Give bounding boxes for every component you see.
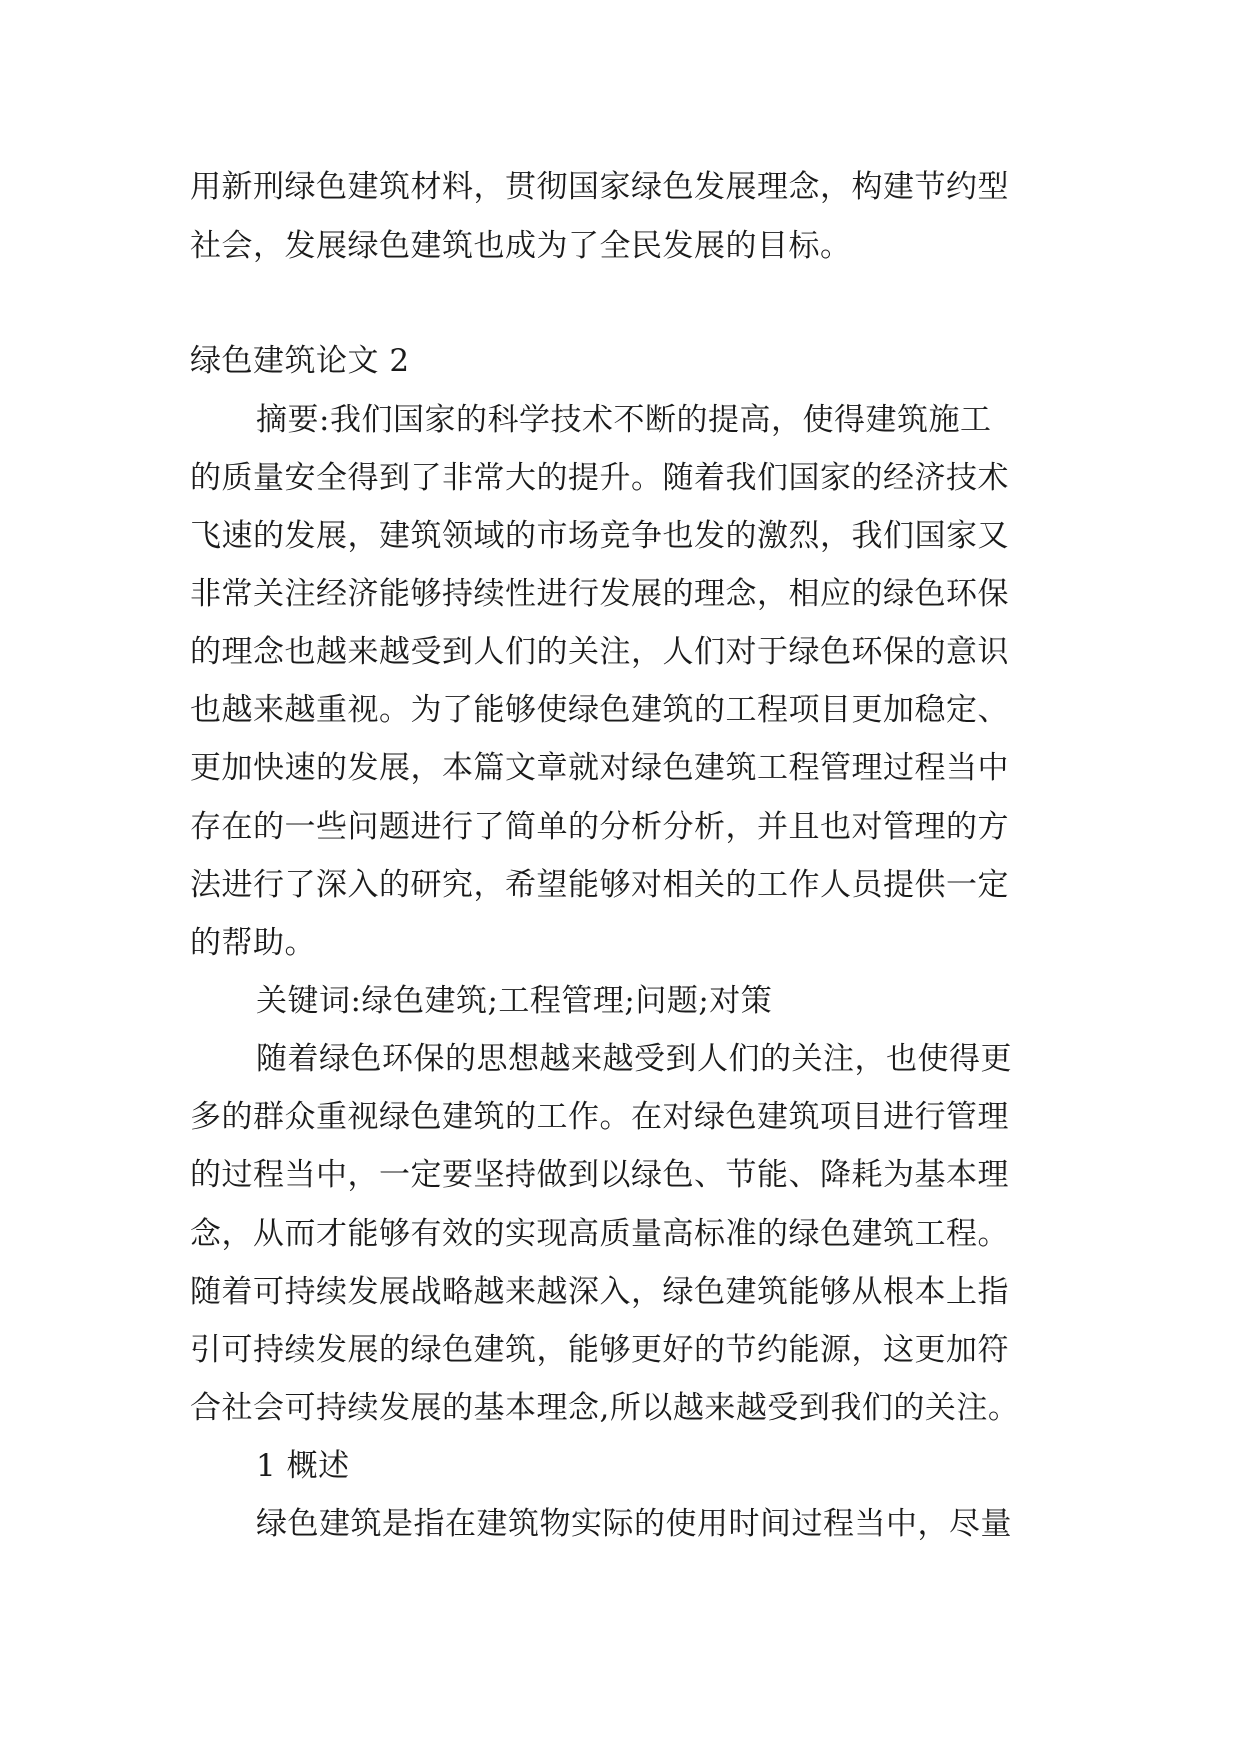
body-text-line: 合社会可持续发展的基本理念,所以越来越受到我们的关注。 xyxy=(190,1390,1020,1426)
section-heading: 绿色建筑论文 2 xyxy=(190,343,410,379)
body-text-line: 社会，发展绿色建筑也成为了全民发展的目标。 xyxy=(190,228,852,264)
body-text-line: 念，从而才能够有效的实现高质量高标准的绿色建筑工程。 xyxy=(190,1216,1009,1252)
abstract-line: 法进行了深入的研究，希望能够对相关的工作人员提供一定 xyxy=(190,867,1009,903)
abstract-line: 更加快速的发展，本篇文章就对绿色建筑工程管理过程当中 xyxy=(190,750,1009,786)
abstract-line: 也越来越重视。为了能够使绿色建筑的工程项目更加稳定、 xyxy=(190,692,1009,728)
abstract-line: 的质量安全得到了非常大的提升。随着我们国家的经济技术 xyxy=(190,460,1009,496)
body-text-line: 用新刑绿色建筑材料，贯彻国家绿色发展理念，构建节约型 xyxy=(190,169,1009,205)
body-text-line: 的过程当中，一定要坚持做到以绿色、节能、降耗为基本理 xyxy=(190,1157,1009,1193)
abstract-line: 存在的一些问题进行了简单的分析分析，并且也对管理的方 xyxy=(190,809,1009,845)
abstract-line: 的理念也越来越受到人们的关注，人们对于绿色环保的意识 xyxy=(190,634,1009,670)
abstract-line: 的帮助。 xyxy=(190,925,316,961)
body-text-line: 多的群众重视绿色建筑的工作。在对绿色建筑项目进行管理 xyxy=(190,1099,1009,1135)
body-text-line: 引可持续发展的绿色建筑，能够更好的节约能源，这更加符 xyxy=(190,1332,1009,1368)
body-text-line: 绿色建筑是指在建筑物实际的使用时间过程当中，尽量 xyxy=(256,1506,1012,1542)
abstract-line: 摘要:我们国家的科学技术不断的提高，使得建筑施工 xyxy=(256,402,992,438)
subsection-heading: 1 概述 xyxy=(256,1448,350,1484)
abstract-line: 非常关注经济能够持续性进行发展的理念，相应的绿色环保 xyxy=(190,576,1009,612)
keywords-line: 关键词:绿色建筑;工程管理;问题;对策 xyxy=(256,983,773,1019)
abstract-line: 飞速的发展，建筑领域的市场竞争也发的激烈，我们国家又 xyxy=(190,518,1009,554)
body-text-line: 随着绿色环保的思想越来越受到人们的关注，也使得更 xyxy=(256,1041,1012,1077)
body-text-line: 随着可持续发展战略越来越深入，绿色建筑能够从根本上指 xyxy=(190,1274,1009,1310)
